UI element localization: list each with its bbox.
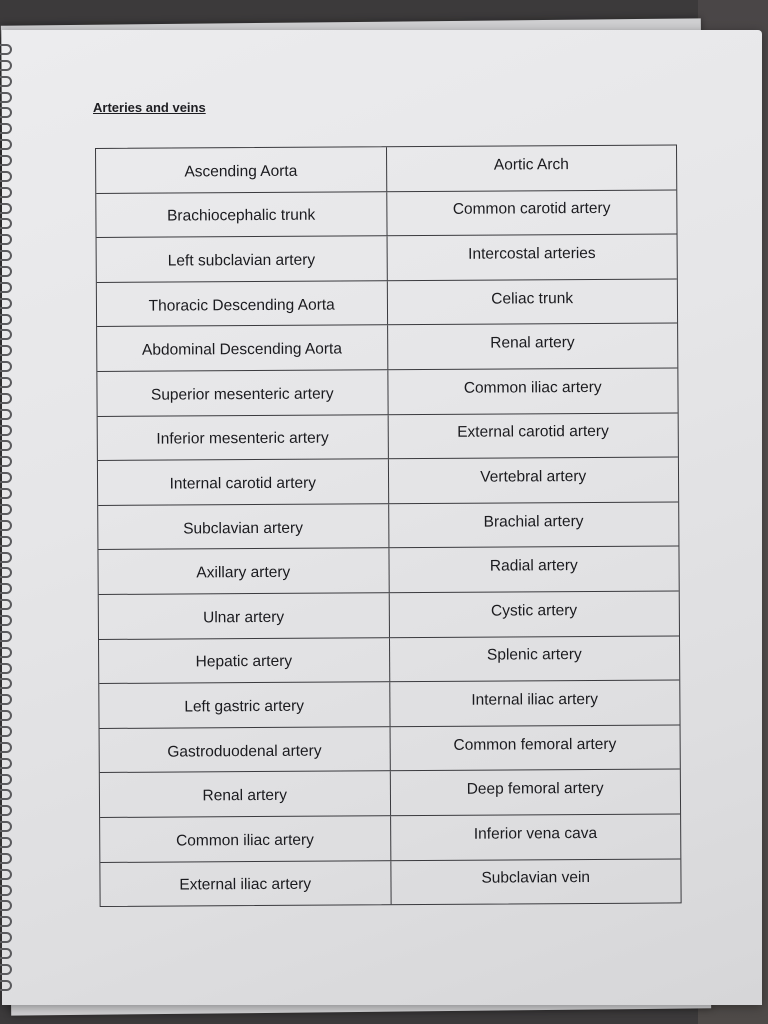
left-cell: Abdominal Descending Aorta <box>97 326 388 371</box>
spiral-ring <box>0 218 12 229</box>
left-cell: Superior mesenteric artery <box>97 370 388 415</box>
right-cell: Common iliac artery <box>463 378 602 397</box>
spiral-ring <box>0 520 12 531</box>
spiral-ring <box>0 234 12 245</box>
spiral-ring <box>0 631 12 642</box>
left-cell: Inferior mesenteric artery <box>98 415 389 460</box>
spiral-ring <box>0 44 12 55</box>
spiral-ring <box>0 567 12 578</box>
spiral-ring <box>0 726 12 737</box>
table-row <box>98 458 678 506</box>
spiral-ring <box>0 948 12 959</box>
left-cell: Common iliac artery <box>100 816 391 861</box>
right-cell: Brachial artery <box>483 512 584 531</box>
spiral-ring <box>0 425 12 436</box>
spiral-ring <box>0 694 12 705</box>
spiral-ring <box>0 187 12 198</box>
left-cell: Ulnar artery <box>99 593 390 638</box>
spiral-ring <box>0 409 12 420</box>
spiral-ring <box>0 488 12 499</box>
spiral-ring <box>0 885 12 896</box>
right-cell: Radial artery <box>489 557 578 575</box>
spiral-ring <box>0 171 12 182</box>
table-row <box>100 770 680 818</box>
spiral-ring <box>0 440 12 451</box>
left-cell: Hepatic artery <box>99 638 390 683</box>
table-row <box>98 413 678 461</box>
spiral-ring <box>0 742 12 753</box>
terms-table <box>95 144 682 907</box>
table-row <box>100 859 680 906</box>
spiral-ring <box>0 758 12 769</box>
spiral-ring <box>0 92 12 103</box>
spiral-ring <box>0 472 12 483</box>
left-cell: Gastroduodenal artery <box>100 727 391 772</box>
spiral-ring <box>0 599 12 610</box>
table-row <box>98 547 678 595</box>
spiral-ring <box>0 60 12 71</box>
spiral-ring <box>0 853 12 864</box>
spiral-ring <box>0 456 12 467</box>
right-cell: Intercostal arteries <box>468 244 596 263</box>
spiral-ring <box>0 837 12 848</box>
spiral-ring <box>0 345 12 356</box>
right-cell: Internal iliac artery <box>471 690 598 709</box>
spiral-ring <box>0 155 12 166</box>
table-row <box>97 368 677 416</box>
spiral-ring <box>0 916 12 927</box>
right-cell: Subclavian vein <box>481 869 591 887</box>
left-cell: Left gastric artery <box>99 682 390 727</box>
spiral-ring <box>0 900 12 911</box>
spiral-ring <box>0 869 12 880</box>
spiral-ring <box>0 536 12 547</box>
spiral-ring <box>0 980 12 991</box>
right-cell: Aortic Arch <box>493 155 569 174</box>
spiral-ring <box>0 789 12 800</box>
table-row <box>96 145 676 193</box>
spiral-ring <box>0 314 12 325</box>
left-cell: Ascending Aorta <box>96 147 387 192</box>
right-cell: Deep femoral artery <box>466 780 604 798</box>
left-cell: Renal artery <box>100 772 391 817</box>
spiral-ring <box>0 821 12 832</box>
table-row <box>99 591 679 639</box>
spiral-ring <box>0 266 12 277</box>
left-cell: External iliac artery <box>100 861 391 906</box>
spiral-ring <box>0 710 12 721</box>
right-cell: Inferior vena cava <box>473 824 598 843</box>
spiral-ring <box>0 361 12 372</box>
right-cell: Common femoral artery <box>453 735 617 754</box>
spiral-ring <box>0 76 12 87</box>
spiral-ring <box>0 932 12 943</box>
table-row <box>99 636 679 684</box>
left-cell: Subclavian artery <box>98 504 389 549</box>
table-row <box>96 190 676 238</box>
spiral-ring <box>0 615 12 626</box>
spiral-ring <box>0 504 12 515</box>
spiral-ring <box>0 329 12 340</box>
right-cell: Vertebral artery <box>480 467 587 486</box>
table-row <box>100 725 680 773</box>
table-row <box>97 324 677 372</box>
spiral-ring <box>0 123 12 134</box>
spiral-ring <box>0 552 12 563</box>
right-cell: Renal artery <box>490 334 575 352</box>
table-row <box>97 279 677 327</box>
spiral-ring <box>0 647 12 658</box>
right-cell: Common carotid artery <box>452 200 611 219</box>
spiral-ring <box>0 663 12 674</box>
spiral-ring <box>0 377 12 388</box>
spiral-ring <box>0 139 12 150</box>
spiral-ring <box>0 298 12 309</box>
spiral-ring <box>0 203 12 214</box>
spiral-ring <box>0 282 12 293</box>
spiral-ring <box>0 250 12 261</box>
spiral-ring <box>0 805 12 816</box>
spiral-ring <box>0 964 12 975</box>
table-row <box>98 502 678 550</box>
page-title: Arteries and veins <box>93 100 206 115</box>
spiral-ring <box>0 583 12 594</box>
left-cell: Axillary artery <box>98 549 389 594</box>
spiral-binding <box>0 30 14 1005</box>
table-row <box>99 681 679 729</box>
right-cell: Cystic artery <box>490 601 578 620</box>
spiral-ring <box>0 107 12 118</box>
right-cell: External carotid artery <box>457 423 609 442</box>
right-cell: Celiac trunk <box>491 289 574 308</box>
right-cell: Splenic artery <box>486 646 582 664</box>
left-cell: Thoracic Descending Aorta <box>97 281 388 326</box>
spiral-ring <box>0 774 12 785</box>
spiral-ring <box>0 678 12 689</box>
table-row <box>97 235 677 283</box>
spiral-ring <box>0 393 12 404</box>
table-row <box>100 814 680 862</box>
left-cell: Left subclavian artery <box>97 236 388 281</box>
left-cell: Brachiocephalic trunk <box>96 192 387 237</box>
left-cell: Internal carotid artery <box>98 459 389 504</box>
